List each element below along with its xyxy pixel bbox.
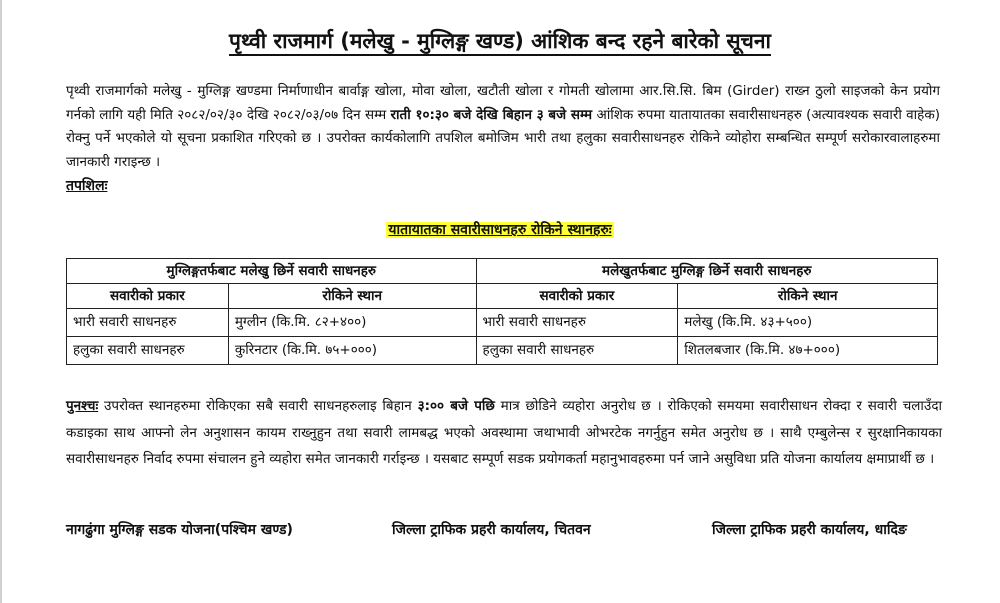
page-left-edge (0, 0, 2, 603)
cell-left-stop-place: मुग्लीन (कि.मि. ८२+४००) (228, 309, 476, 337)
notice-title-text: पृथ्वी राजमार्ग (मलेखु - मुग्लिङ्ग खण्ड) आंशिक बन्द रहने बारेको सूचना (229, 29, 771, 56)
details-label: तपशिलः (66, 178, 108, 194)
intro-text-part2: आंशिक रुपमा यातायातका सवारीसाधनहरु (अत्यावश्यक सवारी वाहेक) रोक्नु पर्ने भएकोले यो सूचना प्रकाशित गरिएको छ । उपरोक्त कार्यकोलागि तपशिल बमोजिम भारी तथा हलुका सवारीसाधनहरु रोकिने व्योहोरा सम्बन्धित सम्पूर्ण सरोकारवालाहरुमा जानकारी गराइन्छ । (66, 106, 940, 170)
intro-paragraph (66, 80, 940, 174)
stop-locations-heading (0, 219, 1000, 241)
table-group-header-row (67, 259, 938, 284)
postscript-paragraph (66, 393, 942, 473)
postscript-release-time: ३:०० बजे पछि (417, 398, 495, 414)
postscript-text-part2: मात्र छोडिने व्यहोरा अनुरोध छ । रोकिएको समयमा सवारीसाधन रोक्दा र सवारी चलाउँदा कडाइका साथ आफ्नो लेन अनुशासन कायम राख्नुहुन तथा सवारी लामबद्ध भएको अवस्थामा जथाभावी ओभरटेक नगर्नुहुन समेत अनुरोध छ । साथै एम्बुलेन्स र सुरक्षानिकायका सवारीसाधनहरु निर्वाद रुपमा संचालन हुने व्यहोरा समेत जानकारी गर्राइन्छ । यसबाट सम्पूर्ण सडक प्रयोगकर्ता महानुभावहरुमा पर्न जाने असुविधा प्रति योजना कार्यालय क्षमाप्रार्थी छ । (66, 398, 942, 467)
table-row (67, 309, 938, 337)
stop-locations-table (66, 258, 938, 365)
intro-text-part1: पृथ्वी राजमार्गको मलेखु - मुग्लिङ्ग खण्डमा निर्माणाधीन बार्वाङ्ग खोला, मोवा खोला, खटौती खोला र गोमती खोलामा आर.सि.सि. बिम (Girder) राख्न ठुलो साइजको केन प्रयोग गर्नको लागि यही मिति २०८२/०२/३० देखि २०८२/०३/०७ दिन सम्म (66, 83, 940, 123)
col-header-vehicle-type-left: सवारीको प्रकार (67, 284, 229, 309)
cell-right-vehicle-type: हलुका सवारी साधनहरु (476, 337, 678, 365)
table-column-header-row (67, 284, 938, 309)
signatory-road-project: नागढुंगा मुग्लिङ्ग सडक योजना(पश्चिम खण्ड) (66, 522, 293, 538)
notice-title (0, 26, 1000, 56)
cell-right-vehicle-type: भारी सवारी साधनहरु (476, 309, 678, 337)
signatory-traffic-dhading: जिल्ला ट्राफिक प्रहरी कार्यालय, धादिङ (712, 522, 907, 538)
postscript-label: पुनश्चः (66, 398, 99, 414)
intro-closure-time: राती १०:३० बजे देखि बिहान ३ बजे सम्म (390, 106, 593, 123)
signatory-traffic-chitwan: जिल्ला ट्राफिक प्रहरी कार्यालय, चितवन (392, 522, 591, 538)
group-header-malekhu-to-mugling: मलेखुतर्फबाट मुग्लिङ्ग छिर्ने सवारी साधनहरु (476, 259, 937, 284)
cell-right-stop-place: शितलबजार (कि.मि. ४७+०००) (678, 337, 938, 365)
cell-left-vehicle-type: हलुका सवारी साधनहरु (67, 337, 229, 365)
postscript-text-part1: उपरोक्त स्थानहरुमा रोकिएका सबै सवारी साधनहरुलाइ बिहान (98, 398, 418, 414)
col-header-stop-place-right: रोकिने स्थान (678, 284, 938, 309)
cell-left-stop-place: कुरिनटार (कि.मि. ७५+०००) (228, 337, 476, 365)
cell-left-vehicle-type: भारी सवारी साधनहरु (67, 309, 229, 337)
table-row (67, 337, 938, 365)
col-header-stop-place-left: रोकिने स्थान (228, 284, 476, 309)
group-header-mugling-to-malekhu: मुग्लिङ्गतर्फबाट मलेखु छिर्ने सवारी साधनहरु (67, 259, 477, 284)
col-header-vehicle-type-right: सवारीको प्रकार (476, 284, 678, 309)
stop-locations-heading-text: यातायातका सवारीसाधनहरु रोकिने स्थानहरुः (388, 222, 612, 238)
cell-right-stop-place: मलेखु (कि.मि. ४३+५००) (678, 309, 938, 337)
